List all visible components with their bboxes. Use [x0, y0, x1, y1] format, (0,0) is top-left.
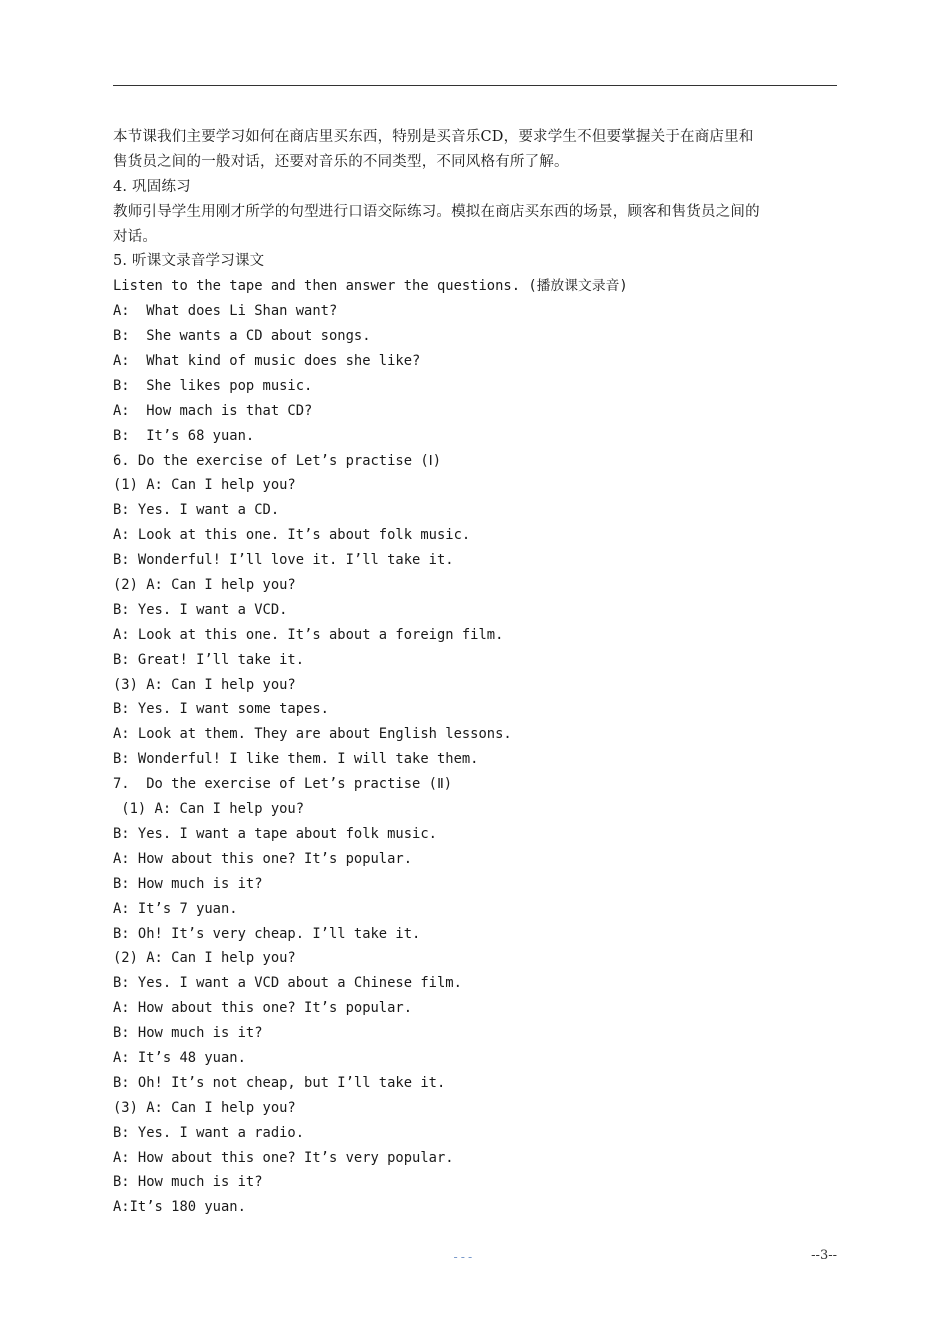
text-line: 7. Do the exercise of Let’s practise (Ⅱ): [113, 776, 453, 793]
text-line: B: It’s 68 yuan.: [113, 427, 255, 444]
text-line: B: Great! I’ll take it.: [113, 651, 305, 668]
text-line: A: It’s 48 yuan.: [113, 1049, 246, 1066]
text-line: B: How much is it?: [113, 1174, 263, 1191]
text-line: (3) A: Can I help you?: [113, 1099, 296, 1116]
text-line: A: Look at this one. It’s about a foreign film.: [113, 626, 504, 643]
text-line: (2) A: Can I help you?: [113, 950, 296, 967]
text-line: A: What does Li Shan want?: [113, 303, 338, 320]
text-line: A: How mach is that CD?: [113, 402, 313, 419]
text-line: A: How about this one? It’s popular.: [113, 850, 413, 867]
text-line: B: Yes. I want a tape about folk music.: [113, 825, 437, 842]
text-line: (2) A: Can I help you?: [113, 577, 296, 594]
page-number: --3--: [811, 1248, 837, 1263]
text-line: 教师引导学生用刚才所学的句型进行口语交际练习。模拟在商店买东西的场景，顾客和售货员之间的: [113, 203, 760, 220]
text-line: 5. 听课文录音学习课文: [113, 253, 265, 270]
text-line: B: Yes. I want some tapes.: [113, 701, 329, 718]
text-line: B: Oh! It’s very cheap. I’ll take it.: [113, 925, 421, 942]
text-line: A: What kind of music does she like?: [113, 353, 421, 370]
footer-mark: ---: [452, 1250, 474, 1264]
text-line: (1) A: Can I help you?: [113, 477, 296, 494]
text-line: A: It’s 7 yuan.: [113, 900, 238, 917]
text-line: A:It’s 180 yuan.: [113, 1199, 246, 1216]
text-line: A: Look at them. They are about English lessons.: [113, 726, 512, 743]
text-line: B: Yes. I want a CD.: [113, 502, 280, 519]
document-body: [113, 125, 837, 1220]
text-line: 售货员之间的一般对话，还要对音乐的不同类型，不同风格有所了解。: [113, 153, 569, 170]
text-line: Listen to the tape and then answer the questions. (播放课文录音): [113, 278, 628, 295]
text-line: 对话。: [113, 228, 158, 245]
text-line: (1) A: Can I help you?: [113, 801, 305, 818]
text-line: A: How about this one? It’s very popular.: [113, 1149, 454, 1166]
text-line: B: She wants a CD about songs.: [113, 328, 371, 345]
text-line: A: Look at this one. It’s about folk music.: [113, 527, 471, 544]
text-line: B: Yes. I want a radio.: [113, 1124, 305, 1141]
text-line: B: Oh! It’s not cheap, but I’ll take it.: [113, 1074, 446, 1091]
text-line: A: How about this one? It’s popular.: [113, 1000, 413, 1017]
text-line: 6. Do the exercise of Let’s practise (Ⅰ): [113, 452, 442, 469]
text-line: B: Wonderful! I like them. I will take them.: [113, 751, 479, 768]
text-line: 本节课我们主要学习如何在商店里买东西，特别是买音乐CD，要求学生不但要掌握关于在商店里和: [113, 129, 754, 145]
header-rule: [113, 85, 837, 86]
text-line: (3) A: Can I help you?: [113, 676, 296, 693]
text-line: B: How much is it?: [113, 875, 263, 892]
text-line: 4. 巩固练习: [113, 178, 191, 195]
text-line: B: How much is it?: [113, 1025, 263, 1042]
text-line: B: Yes. I want a VCD about a Chinese film.: [113, 975, 462, 992]
text-line: B: Wonderful! I’ll love it. I’ll take it.: [113, 552, 454, 569]
text-line: B: She likes pop music.: [113, 377, 313, 394]
text-line: B: Yes. I want a VCD.: [113, 601, 288, 618]
